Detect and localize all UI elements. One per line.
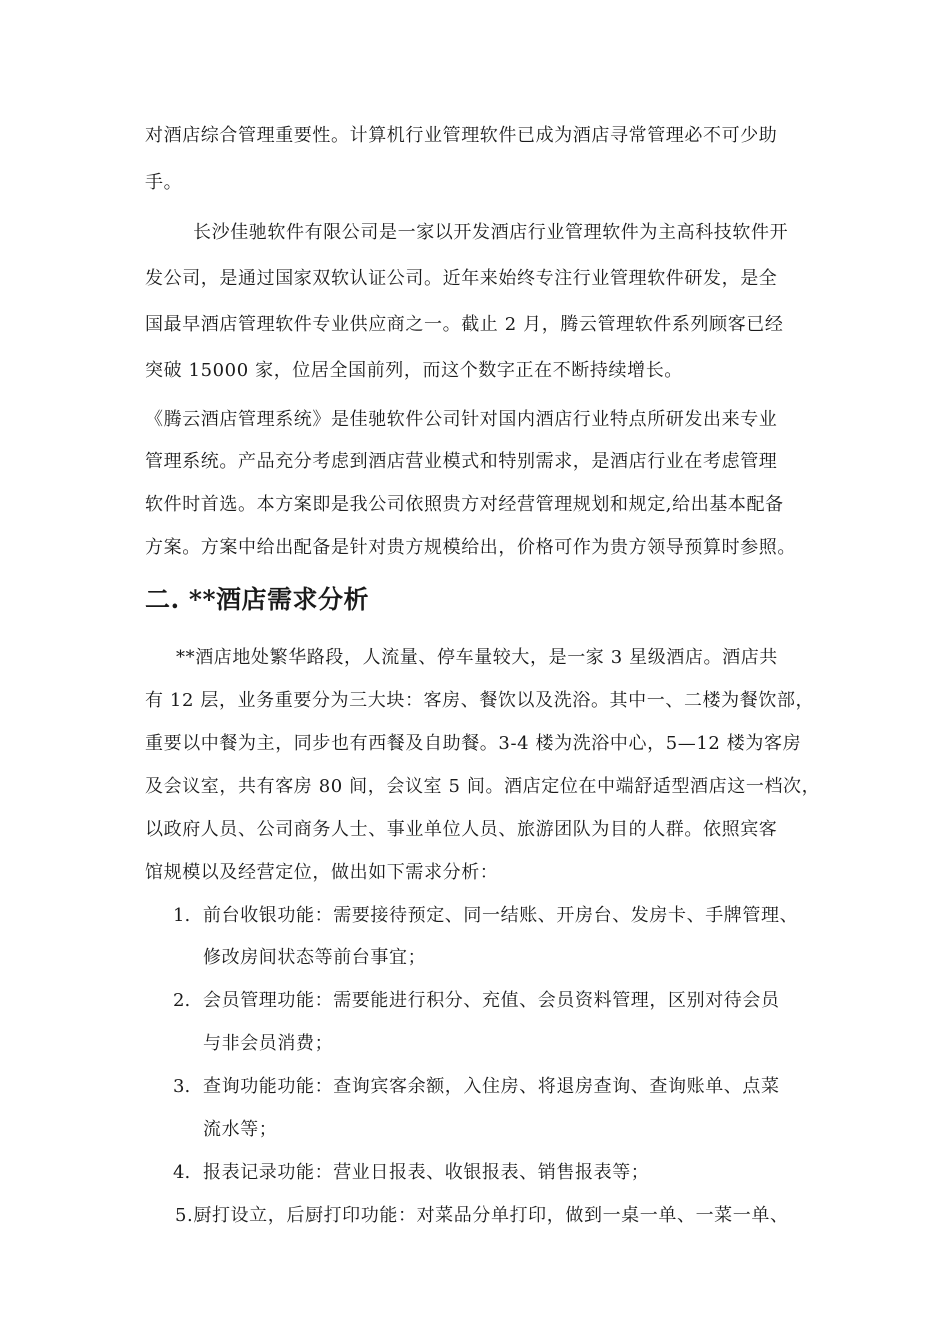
paragraph-line: 软件时首选。本方案即是我公司依照贵方对经营管理规划和规定,给出基本配备	[145, 494, 784, 515]
list-item-text: 5.厨打设立，后厨打印功能：对菜品分单打印，做到一桌一单、一菜一单、	[175, 1205, 789, 1226]
section-heading: 二. **酒店需求分析	[145, 585, 370, 614]
paragraph-line: 管理系统。产品充分考虑到酒店营业模式和特别需求，是酒店行业在考虑管理	[145, 451, 778, 472]
paragraph-line: 有 12 层，业务重要分为三大块：客房、餐饮以及洗浴。其中一、二楼为餐饮部，	[145, 690, 815, 711]
paragraph-line: 国最早酒店管理软件专业供应商之一。截止 2 月，腾云管理软件系列顾客已经	[145, 314, 784, 335]
paragraph-line: 对酒店综合管理重要性。计算机行业管理软件已成为酒店寻常管理必不可少助	[145, 125, 778, 146]
paragraph-line: 长沙佳驰软件有限公司是一家以开发酒店行业管理软件为主高科技软件开	[193, 222, 789, 243]
paragraph-line: 重要以中餐为主，同步也有西餐及自助餐。3-4 楼为洗浴中心，5—12 楼为客房	[145, 733, 802, 754]
paragraph-line: 发公司，是通过国家双软认证公司。近年来始终专注行业管理软件研发，是全	[145, 268, 778, 289]
list-item-text: 修改房间状态等前台事宜；	[203, 947, 427, 968]
list-item-text: 报表记录功能：营业日报表、收银报表、销售报表等；	[203, 1162, 650, 1183]
paragraph-line: **酒店地处繁华路段，人流量、停车量较大，是一家 3 星级酒店。酒店共	[176, 647, 778, 668]
paragraph-line: 突破 15000 家，位居全国前列，而这个数字正在不断持续增长。	[145, 360, 683, 381]
paragraph-line: 馆规模以及经营定位，做出如下需求分析：	[145, 862, 499, 883]
list-item-text: 前台收银功能：需要接待预定、同一结账、开房台、发房卡、手牌管理、	[203, 905, 799, 926]
list-item-text: 流水等；	[203, 1119, 278, 1140]
paragraph-line: 方案。方案中给出配备是针对贵方规模给出，价格可作为贵方领导预算时参照。	[145, 537, 796, 558]
list-item-number: 2.	[173, 990, 191, 1011]
paragraph-line: 以政府人员、公司商务人士、事业单位人员、旅游团队为目的人群。依照宾客	[145, 819, 778, 840]
list-item-text: 与非会员消费；	[203, 1033, 334, 1054]
list-item-text: 会员管理功能：需要能进行积分、充值、会员资料管理，区别对待会员	[203, 990, 780, 1011]
list-item-number: 3.	[173, 1076, 191, 1097]
list-item-number: 1.	[173, 905, 191, 926]
list-item-number: 4.	[173, 1162, 191, 1183]
paragraph-line: 及会议室，共有客房 80 间，会议室 5 间。酒店定位在中端舒适型酒店这一档次，	[145, 776, 821, 797]
paragraph-line: 《腾云酒店管理系统》是佳驰软件公司针对国内酒店行业特点所研发出来专业	[145, 409, 778, 430]
list-item-text: 查询功能功能：查询宾客余额，入住房、将退房查询、查询账单、点菜	[203, 1076, 780, 1097]
paragraph-line: 手。	[145, 172, 183, 193]
